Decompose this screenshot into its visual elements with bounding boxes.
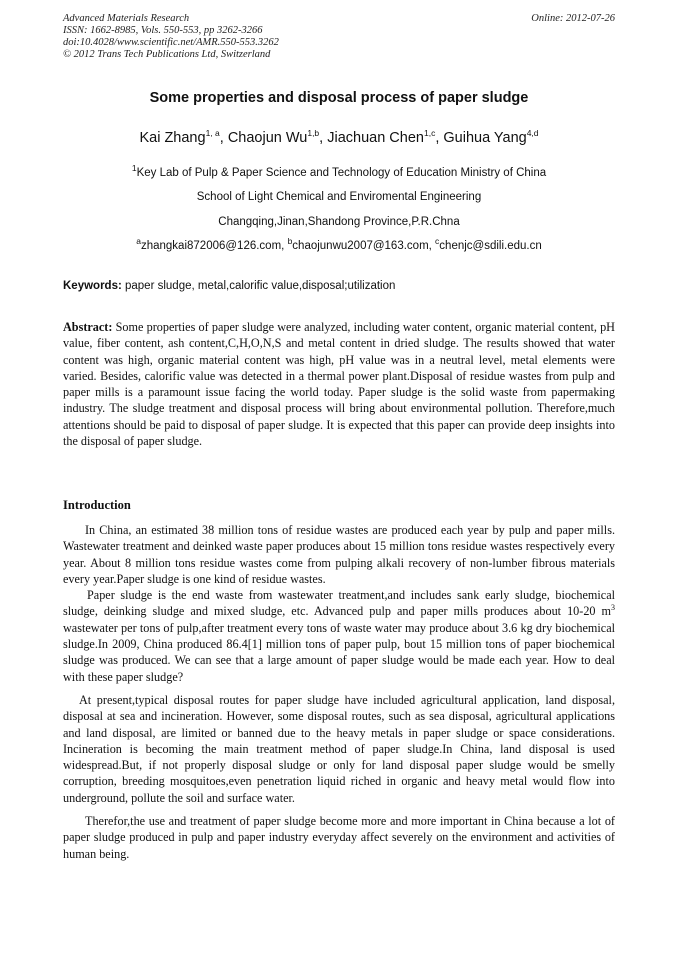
abstract <box>63 319 615 449</box>
paragraph <box>63 587 615 685</box>
affiliation-line-2: School of Light Chemical and Enviromental Engineering <box>196 191 482 203</box>
author-name: Kai Zhang <box>139 130 206 146</box>
author-separator: , <box>219 130 224 146</box>
affiliation-mark: 1 <box>131 163 137 174</box>
keywords-label: Keywords: <box>63 280 122 292</box>
author-affiliation-mark: 1, a <box>205 128 220 139</box>
issn-line: ISSN: 1662-8985, Vols. 550-553, pp 3262-3266 <box>63 25 263 36</box>
paragraph-text: wastewater per tons of pulp,after treatment every tons of waste water may produce about 3.6 kg dry biochemical sludge.In 2009, China produced 86.4[1] million tons of paper pulp, bout 15 million tons of paper biochemical sludge was produced. We can see that a large amount of paper sludge would be made each year. How to deal with these paper sludge? <box>63 620 615 684</box>
author-affiliation-mark: 1,b <box>307 128 320 139</box>
email-mark: a <box>136 236 141 247</box>
affiliation-text: Key Lab of Pulp & Paper Science and Technology of Education Ministry of China <box>136 167 547 179</box>
paragraph-text: Paper sludge is the end waste from wastewater treatment,and includes sank early sludge, biochemical sludge, deinking sludge and mixed sludge, etc. Advanced pulp and paper mills produces about 10-20 m <box>63 588 615 619</box>
author-affiliation-mark: 4,d <box>526 128 539 139</box>
email-address: chaojunwu2007@163.com, <box>292 240 436 252</box>
abstract-text: Some properties of paper sludge were analyzed, including water content, organic material content, pH value, fiber content, ash content,C,H,O,N,S and metal content in dried sludge. The results showed that water content was high, organic material content was high, pH value was in a neutral level, metal elements were varied. Besides, calorific value was detected in a thermal power plant.Disposal of residue wastes from pulp and paper mills is a paramount issue facing the world today. Paper sludge is the solid waste from papermaking industry. The sludge treatment and disposal process will bring about environmental pollution. Therefore,much attentions should be paid to disposal of paper sludge. It is expected that this paper can provide deep insights into the disposal of paper sludge. <box>63 320 615 449</box>
email-mark: b <box>287 236 293 247</box>
superscript: 3 <box>611 603 615 613</box>
doi-line: doi:10.4028/www.scientific.net/AMR.550-553.3262 <box>63 37 279 48</box>
keywords-text: paper sludge, metal,calorific value,disposal;utilization <box>121 280 396 292</box>
email-address: zhangkai872006@126.com, <box>140 240 288 252</box>
copyright-line: © 2012 Trans Tech Publications Ltd, Switzerland <box>63 49 271 60</box>
paragraph: In China, an estimated 38 million tons of residue wastes are produced each year by pulp and paper mills. Wastewater treatment and deinked waste paper produces about 15 million tons residue wastes respectively every year. About 8 million tons residue wastes come from pulping alkali recovery of non-lumber fibrous materials every year.Paper sludge is one kind of residue wastes. <box>63 523 615 586</box>
abstract-label: Abstract: <box>63 320 113 334</box>
author-separator: , <box>435 130 440 146</box>
section-heading-introduction: Introduction <box>63 498 131 512</box>
affiliation-line-1 <box>0 163 678 179</box>
affiliation-line-3: Changqing,Jinan,Shandong Province,P.R.Chna <box>218 216 460 228</box>
email-address: chenjc@sdili.edu.cn <box>439 240 542 252</box>
keywords <box>63 280 615 292</box>
paragraph: At present,typical disposal routes for paper sludge have included agricultural application, land disposal, disposal at sea and incineration. However, some disposal routes, such as sea disposal, agricultural applications and land disposal, are limited or banned due to the heavy metals in paper sludge or space considerations. Incineration is becoming the main treatment method of paper sludge.In China, land disposal is used widespread.But, if not properly disposal sludge or only for land disposal paper sludge would be smelly corruption, breeding mosquitoes,even penetration liquid riched in organic and heavy metal would flow into underground, pollute the soil and surface water. <box>63 692 615 805</box>
email-line <box>0 236 678 252</box>
author-name: Guihua Yang <box>443 130 527 146</box>
author-separator: , <box>319 130 324 146</box>
author-affiliation-mark: 1,c <box>423 128 436 139</box>
introduction-body <box>63 522 615 862</box>
paper-title: Some properties and disposal process of paper sludge <box>149 90 529 106</box>
author-name: Jiachuan Chen <box>327 130 424 146</box>
email-mark: c <box>435 236 440 247</box>
paragraph: Therefor,the use and treatment of paper sludge become more and more important in China because a lot of paper sludge produced in pulp and paper industry everyday affect severely on the environment and activities of human being. <box>63 814 615 861</box>
journal-name: Advanced Materials Research <box>63 13 190 24</box>
online-date: Online: 2012-07-26 <box>531 13 615 24</box>
journal-header <box>63 13 615 61</box>
author-list <box>0 130 678 146</box>
author-name: Chaojun Wu <box>227 130 308 146</box>
